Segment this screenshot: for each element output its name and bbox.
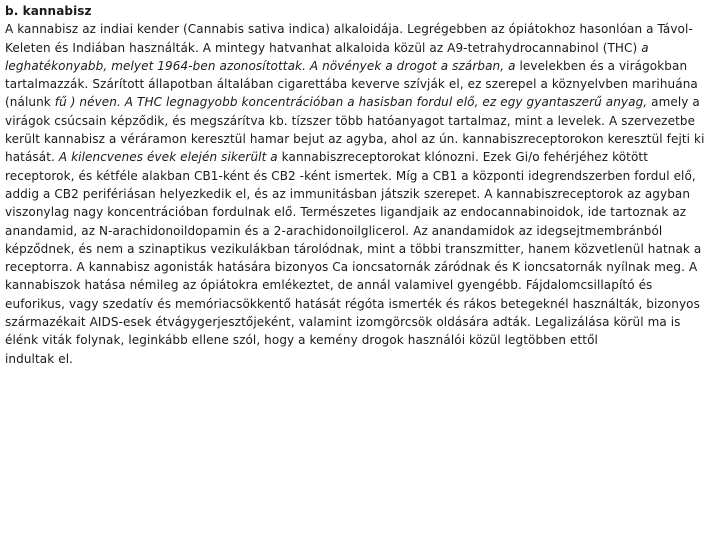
document-body <box>5 20 715 349</box>
text-segment-italic: fű ) néven. A THC legnagyobb koncentrációban a hasisban fordul elő, ez egy gyantaszerű anyag, <box>54 95 648 110</box>
document-page <box>5 2 715 368</box>
document-last-line: indultak el. <box>5 351 74 366</box>
text-segment-italic: A kilencvenes évek elején sikerült a <box>58 150 278 165</box>
document-title: b. kannabisz <box>5 4 92 18</box>
text-segment: levelekben és a virágokban tartalmazzák. Szárított állapotban általában cigarettába keverve szívják el, ez szerepel a köznyelvben marihuána (nálunk <box>5 58 698 110</box>
text-segment: kannabiszreceptorokat klónozni. Ezek Gi/o fehérjéhez kötött receptorok, és kétféle alakban CB1-ként és CB2 -ként ismertek. Míg a CB1 a központi idegrendszerben fordul elő, addig a CB2 perifériásan helyezkedik el, és az immunitásban játszik szerepet. A kannabiszreceptorok az agyban viszonylag nagy koncentrációban fordulnak elő. Természetes ligandjaik az endocannabinoidok, ide tartoznak az anandamid, az N-arachidonoildopamin és a 2-arachidonoilglicerol. Az anandamidok az idegsejtmembránból képződnek, és nem a szinaptikus vezikulákban tárolódnak, mint a többi transzmitter, hanem közvetlenül hatnak a receptorra. A kannabisz agonisták hatására bizonyos Ca ioncsatornák záródnak és K ioncsatornák nyílnak meg. A kannabiszok hatása némileg az ópiátokra emlékeztet, de annál valamivel gyengébb. Fájdalomcsillapító és euforikus, vagy szedatív és memóriacsökkentő hatását régóta ismerték és rákos betegeknél használták, bizonyos származékait AIDS-esek étvágygerjesztőjeként, valamint izomgörcsök oldására adták. Legalizálása körül ma is élénk viták folynak, leginkább ellene szól, hogy a kemény drogok használói közül legtöbben ettől <box>5 150 702 348</box>
text-segment: amely a virágok csúcsain képződik, és megszárítva kb. tízszer több hatóanyagot tartalmaz, mint a levelek. A szervezetbe került kannabisz a véráramon keresztül hamar bejut az agyba, ahol az ún. kannabiszreceptorokon keresztül fejti ki hatását. <box>5 95 705 165</box>
text-segment: A kannabisz az indiai kender (Cannabis sativa indica) alkaloidája. Legrégebben az ópiátokhoz hasonlóan a Távol-Keleten és Indiában használták. A mintegy hatvanhat alkaloida közül az A9-tetrahydrocannabinol (THC) <box>5 22 693 55</box>
text-segment-italic: a leghatékonyabb, melyet 1964-ben azonosítottak. A növények a drogot a szárban, a <box>5 40 649 73</box>
